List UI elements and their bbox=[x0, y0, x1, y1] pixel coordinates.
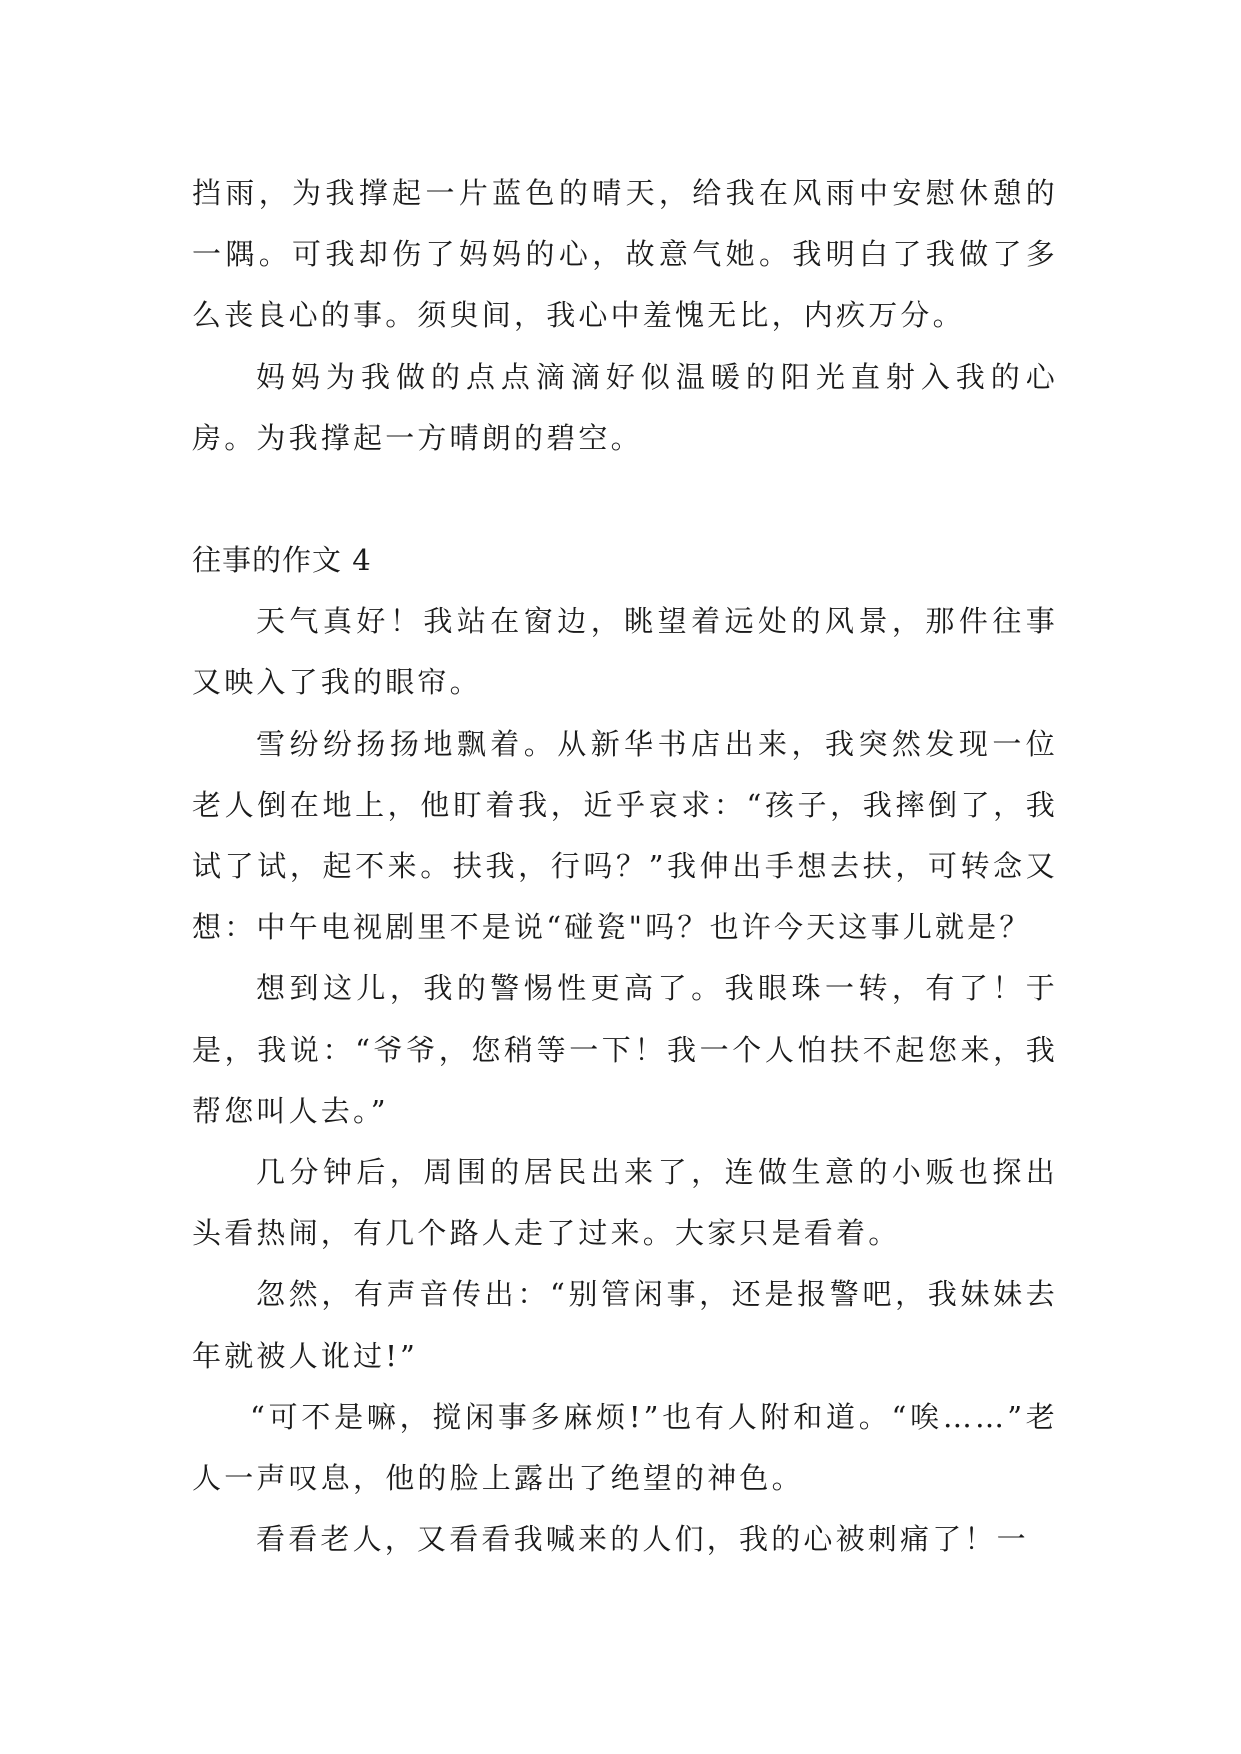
paragraph: 看看老人，又看看我喊来的人们，我的心被刺痛了！一 bbox=[256, 1522, 1029, 1557]
section-heading: 往事的作文 4 bbox=[192, 543, 372, 578]
document-body bbox=[192, 163, 1058, 1570]
paragraph: 想到这儿，我的警惕性更高了。我眼珠一转，有了！于是，我说：“爷爷，您稍等一下！我一个人怕扶不起您来，我帮您叫人去。” bbox=[192, 971, 1058, 1128]
paragraph-continued: 挡雨，为我撑起一片蓝色的晴天，给我在风雨中安慰休憩的一隅。可我却伤了妈妈的心，故意气她。我明白了我做了多么丧良心的事。须臾间，我心中羞愧无比，内疚万分。 bbox=[192, 176, 1058, 333]
paragraph: 几分钟后，周围的居民出来了，连做生意的小贩也探出头看热闹，有几个路人走了过来。大家只是看着。 bbox=[192, 1155, 1058, 1251]
section-gap bbox=[192, 469, 1058, 530]
paragraph: 雪纷纷扬扬地飘着。从新华书店出来，我突然发现一位老人倒在地上，他盯着我，近乎哀求：“孩子，我摔倒了，我试了试，起不来。扶我，行吗？”我伸出手想去扶，可转念又想：中午电视剧里不是说“碰瓷"吗？也许今天这事儿就是？ bbox=[192, 726, 1058, 945]
paragraph: 妈妈为我做的点点滴滴好似温暖的阳光直射入我的心房。为我撑起一方晴朗的碧空。 bbox=[192, 359, 1058, 455]
paragraph: 忽然，有声音传出：“别管闲事，还是报警吧，我妹妹去年就被人讹过!” bbox=[192, 1277, 1058, 1373]
paragraph: “可不是嘛，搅闲事多麻烦!”也有人附和道。“唉……”老人一声叹息，他的脸上露出了绝望的神色。 bbox=[192, 1399, 1058, 1496]
paragraph: 天气真好！我站在窗边，眺望着远处的风景，那件往事又映入了我的眼帘。 bbox=[192, 604, 1058, 700]
